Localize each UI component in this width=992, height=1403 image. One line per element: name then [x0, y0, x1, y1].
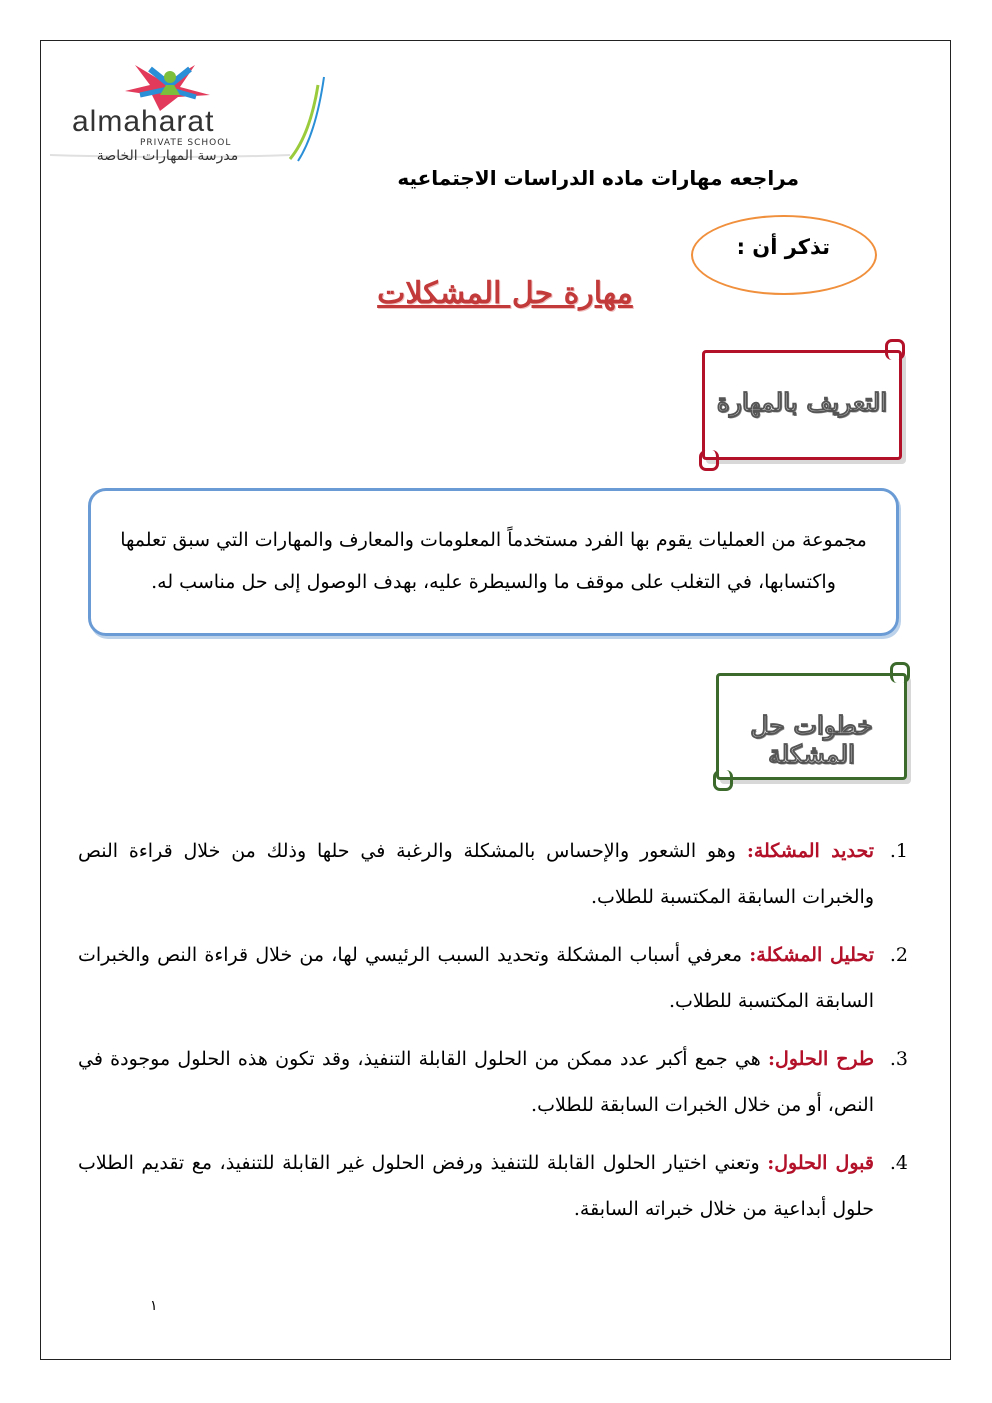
step-term: تحديد المشكلة:: [746, 840, 874, 862]
logo-name-ar: مدرسة المهارات الخاصة: [96, 148, 239, 164]
step-number: 3.: [889, 1048, 908, 1070]
step-text: وهو الشعور والإحساس بالمشكلة والرغبة في حلها وذلك من خلال قراءة النص والخبرات السابقة المكتسبة للطلاب.: [78, 840, 874, 908]
scroll-curl-icon: [713, 770, 733, 791]
steps-heading: خطوات حل المشكلة: [750, 711, 873, 769]
document-title: مراجعه مهارات ماده الدراسات الاجتماعيه: [397, 166, 799, 190]
school-logo: [40, 55, 340, 165]
steps-list: [78, 828, 908, 1244]
skill-title: مهارة حل المشكلات: [377, 276, 633, 311]
step-text: هي جمع أكبر عدد ممكن من الحلول القابلة التنفيذ، وقد تكون هذه الحلول موجودة في النص، أو من خلال الخبرات السابقة للطلاب.: [78, 1048, 874, 1116]
step-number: 2.: [889, 944, 908, 966]
remember-label: تذكر أن :: [736, 235, 830, 259]
step-term: قبول الحلول:: [767, 1152, 874, 1174]
step-text: وتعني اختيار الحلول القابلة للتنفيذ ورفض الحلول غير القابلة للتنفيذ، مع تقديم الطلاب حلول أبداعية من خلال خبراته السابقة.: [78, 1152, 874, 1220]
step-term: طرح الحلول:: [768, 1048, 874, 1070]
scroll-curl-icon: [699, 450, 719, 471]
definition-text: مجموعة من العمليات يقوم بها الفرد مستخدماً المعلومات والمعارف والمهارات التي سبق تعلمها واكتسابها، في التغلب على موقف ما والسيطرة عليه، بهدف الوصول إلى حل مناسب له.: [120, 529, 867, 593]
list-item: [78, 1036, 908, 1128]
scroll-curl-icon: [890, 662, 910, 683]
list-item: [78, 1140, 908, 1232]
definition-scroll-banner: [702, 350, 902, 460]
remember-oval: [691, 215, 877, 295]
definition-box: [88, 488, 899, 636]
step-number: 4.: [889, 1152, 908, 1174]
logo-name-en: almaharat: [72, 105, 215, 138]
step-term: تحليل المشكلة:: [749, 944, 874, 966]
list-item: [78, 932, 908, 1024]
definition-heading: التعريف بالمهارة: [716, 388, 888, 417]
list-item: [78, 828, 908, 920]
logo-subtitle: PRIVATE SCHOOL: [140, 138, 232, 148]
page-number: ١: [150, 1298, 158, 1314]
step-text: معرفي أسباب المشكلة وتحديد السبب الرئيسي لها، من خلال قراءة النص والخبرات السابقة المكتسبة للطلاب.: [78, 944, 874, 1012]
steps-scroll-banner: [716, 673, 907, 780]
step-number: 1.: [889, 840, 908, 862]
scroll-curl-icon: [885, 339, 905, 360]
